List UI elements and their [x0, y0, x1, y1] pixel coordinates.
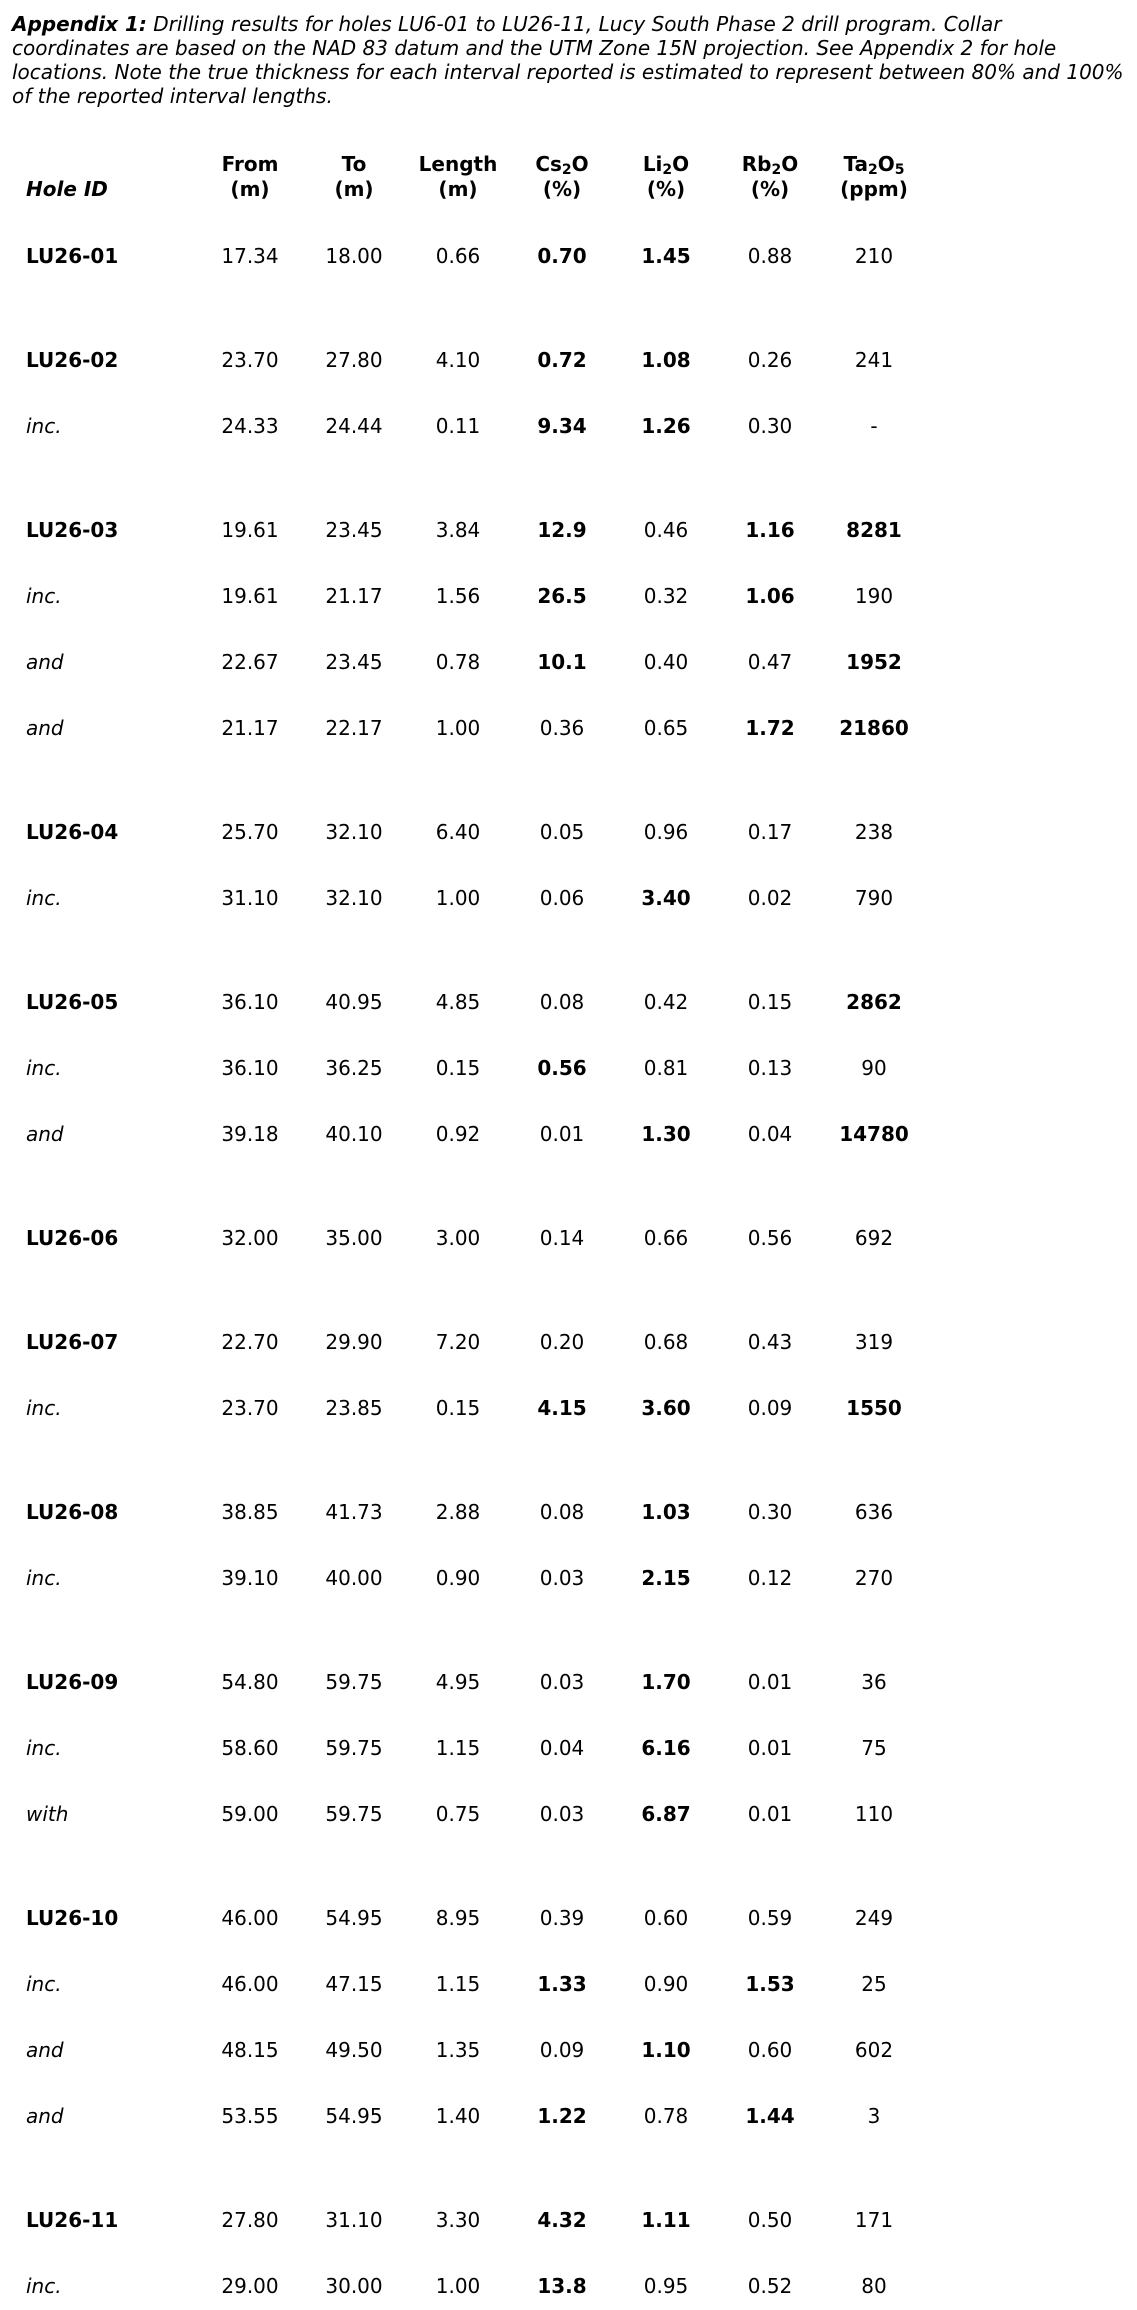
- table-cell-cs2o: 9.34: [537, 414, 587, 438]
- table-cell-from: 17.34: [221, 244, 279, 268]
- table-cell-li2o: 0.46: [643, 518, 689, 542]
- table-cell-li2o: 0.66: [643, 1226, 689, 1250]
- table-cell-to: 40.10: [325, 1122, 383, 1146]
- table-cell-rb2o: 0.01: [747, 1670, 793, 1694]
- table-cell-from: 36.10: [221, 990, 279, 1014]
- table-cell-rb2o: 0.17: [747, 820, 793, 844]
- table-cell-from: 46.00: [221, 1972, 279, 1996]
- interval-label: and: [26, 2104, 64, 2128]
- table-cell-from: 19.61: [221, 584, 279, 608]
- table-cell-to: 32.10: [325, 820, 383, 844]
- table-cell-li2o: 6.87: [641, 1802, 691, 1826]
- table-cell-cs2o: 26.5: [537, 584, 587, 608]
- table-cell-from: 39.18: [221, 1122, 279, 1146]
- table-cell-to: 54.95: [325, 2104, 383, 2128]
- table-cell-length: 1.00: [435, 2274, 481, 2298]
- table-cell-rb2o: 0.59: [747, 1906, 793, 1930]
- table-cell-to: 29.90: [325, 1330, 383, 1354]
- header-unit: (m): [334, 177, 374, 201]
- table-cell-ta2o5: 319: [854, 1330, 894, 1354]
- table-cell-from: 54.80: [221, 1670, 279, 1694]
- table-cell-from: 27.80: [221, 2208, 279, 2232]
- table-cell-ta2o5: 241: [854, 348, 894, 372]
- table-cell-rb2o: 0.43: [747, 1330, 793, 1354]
- table-cell-to: 30.00: [325, 2274, 383, 2298]
- table-cell-cs2o: 0.36: [539, 716, 585, 740]
- table-cell-cs2o: 1.33: [537, 1972, 587, 1996]
- table-cell-from: 22.67: [221, 650, 279, 674]
- table-cell-cs2o: 0.03: [539, 1566, 585, 1590]
- header-subscript: 2: [561, 162, 572, 178]
- table-cell-rb2o: 0.88: [747, 244, 793, 268]
- table-cell-ta2o5: 790: [854, 886, 894, 910]
- header-unit: (%): [646, 177, 686, 201]
- table-cell-cs2o: 0.08: [539, 990, 585, 1014]
- header-unit: (ppm): [840, 177, 908, 201]
- table-cell-cs2o: 0.03: [539, 1802, 585, 1826]
- table-cell-cs2o: 4.15: [537, 1396, 587, 1420]
- interval-label: and: [26, 1122, 64, 1146]
- table-cell-to: 40.95: [325, 990, 383, 1014]
- table-cell-from: 46.00: [221, 1906, 279, 1930]
- header-subscript: 5: [894, 162, 905, 178]
- hole-id-cell: LU26-09: [26, 1670, 119, 1694]
- table-cell-ta2o5: 602: [854, 2038, 894, 2062]
- table-cell-length: 0.75: [435, 1802, 481, 1826]
- table-cell-li2o: 0.78: [643, 2104, 689, 2128]
- header-label: $Ta_2O_5$: [843, 152, 905, 178]
- header-label: To: [341, 152, 367, 176]
- table-cell-length: 1.15: [435, 1736, 481, 1760]
- table-cell-rb2o: 0.47: [747, 650, 793, 674]
- interval-label: inc.: [26, 584, 62, 608]
- table-cell-rb2o: 0.60: [747, 2038, 793, 2062]
- table-cell-cs2o: 10.1: [537, 650, 587, 674]
- interval-label: and: [26, 716, 64, 740]
- table-cell-length: 1.15: [435, 1972, 481, 1996]
- table-cell-cs2o: 4.32: [537, 2208, 587, 2232]
- table-cell-length: 1.35: [435, 2038, 481, 2062]
- table-cell-length: 0.11: [435, 414, 481, 438]
- table-cell-li2o: 0.95: [643, 2274, 689, 2298]
- table-cell-cs2o: 0.09: [539, 2038, 585, 2062]
- table-cell-ta2o5: 8281: [846, 518, 902, 542]
- table-cell-length: 8.95: [435, 1906, 481, 1930]
- table-cell-to: 49.50: [325, 2038, 383, 2062]
- table-cell-from: 53.55: [221, 2104, 279, 2128]
- table-cell-to: 27.80: [325, 348, 383, 372]
- table-cell-from: 24.33: [221, 414, 279, 438]
- table-cell-length: 1.00: [435, 716, 481, 740]
- table-cell-ta2o5: 25: [861, 1972, 887, 1996]
- table-cell-rb2o: 1.53: [745, 1972, 795, 1996]
- table-cell-ta2o5: 636: [854, 1500, 894, 1524]
- table-cell-to: 32.10: [325, 886, 383, 910]
- header-label: Hole ID: [26, 177, 108, 201]
- table-cell-from: 58.60: [221, 1736, 279, 1760]
- table-cell-to: 59.75: [325, 1802, 383, 1826]
- table-cell-to: 59.75: [325, 1670, 383, 1694]
- table-cell-from: 36.10: [221, 1056, 279, 1080]
- table-cell-ta2o5: 80: [861, 2274, 887, 2298]
- table-cell-li2o: 0.32: [643, 584, 689, 608]
- table-cell-length: 1.40: [435, 2104, 481, 2128]
- interval-label: inc.: [26, 886, 62, 910]
- table-cell-length: 2.88: [435, 1500, 481, 1524]
- header-hole-id: [26, 177, 108, 202]
- table-cell-from: 39.10: [221, 1566, 279, 1590]
- header-label: $Rb_2O$: [741, 152, 799, 178]
- table-cell-from: 21.17: [221, 716, 279, 740]
- table-cell-to: 18.00: [325, 244, 383, 268]
- table-cell-ta2o5: -: [870, 414, 878, 438]
- table-cell-ta2o5: 2862: [846, 990, 902, 1014]
- table-cell-from: 19.61: [221, 518, 279, 542]
- table-cell-from: 22.70: [221, 1330, 279, 1354]
- table-cell-rb2o: 0.15: [747, 990, 793, 1014]
- table-cell-to: 23.45: [325, 650, 383, 674]
- table-cell-li2o: 0.60: [643, 1906, 689, 1930]
- table-cell-li2o: 1.08: [641, 348, 691, 372]
- header-label: $Li_2O$: [642, 152, 690, 178]
- table-cell-li2o: 0.68: [643, 1330, 689, 1354]
- table-cell-cs2o: 0.08: [539, 1500, 585, 1524]
- table-cell-to: 40.00: [325, 1566, 383, 1590]
- table-cell-to: 21.17: [325, 584, 383, 608]
- table-cell-ta2o5: 1550: [846, 1396, 902, 1420]
- table-cell-from: 31.10: [221, 886, 279, 910]
- table-cell-rb2o: 0.12: [747, 1566, 793, 1590]
- table-cell-cs2o: 0.14: [539, 1226, 585, 1250]
- header-length: [419, 152, 498, 202]
- table-cell-cs2o: 0.06: [539, 886, 585, 910]
- table-cell-ta2o5: 3: [867, 2104, 881, 2128]
- table-cell-length: 4.95: [435, 1670, 481, 1694]
- header-unit: (m): [438, 177, 478, 201]
- table-cell-li2o: 0.65: [643, 716, 689, 740]
- table-cell-to: 54.95: [325, 1906, 383, 1930]
- table-cell-li2o: 1.26: [641, 414, 691, 438]
- table-cell-li2o: 0.40: [643, 650, 689, 674]
- table-cell-rb2o: 1.16: [745, 518, 795, 542]
- hole-id-cell: LU26-02: [26, 348, 119, 372]
- table-cell-cs2o: 0.01: [539, 1122, 585, 1146]
- table-cell-cs2o: 0.05: [539, 820, 585, 844]
- table-cell-length: 0.15: [435, 1396, 481, 1420]
- table-cell-length: 0.15: [435, 1056, 481, 1080]
- table-cell-length: 4.10: [435, 348, 481, 372]
- table-cell-ta2o5: 270: [854, 1566, 894, 1590]
- header-label: $Cs_2O$: [535, 152, 589, 178]
- table-cell-length: 0.92: [435, 1122, 481, 1146]
- table-cell-rb2o: 0.13: [747, 1056, 793, 1080]
- table-cell-ta2o5: 110: [854, 1802, 894, 1826]
- header-unit: (%): [542, 177, 582, 201]
- table-cell-cs2o: 0.56: [537, 1056, 587, 1080]
- table-cell-cs2o: 0.04: [539, 1736, 585, 1760]
- hole-id-cell: LU26-03: [26, 518, 119, 542]
- table-cell-from: 32.00: [221, 1226, 279, 1250]
- table-cell-length: 3.30: [435, 2208, 481, 2232]
- table-cell-cs2o: 12.9: [537, 518, 587, 542]
- table-cell-rb2o: 0.02: [747, 886, 793, 910]
- table-cell-length: 1.56: [435, 584, 481, 608]
- table-cell-li2o: 1.45: [641, 244, 691, 268]
- table-cell-from: 48.15: [221, 2038, 279, 2062]
- table-cell-ta2o5: 238: [854, 820, 894, 844]
- table-cell-li2o: 6.16: [641, 1736, 691, 1760]
- table-cell-length: 0.90: [435, 1566, 481, 1590]
- table-cell-ta2o5: 190: [854, 584, 894, 608]
- table-cell-rb2o: 0.56: [747, 1226, 793, 1250]
- table-cell-li2o: 3.40: [641, 886, 691, 910]
- header-ta2o5: [840, 152, 908, 202]
- table-cell-length: 0.78: [435, 650, 481, 674]
- table-cell-cs2o: 1.22: [537, 2104, 587, 2128]
- hole-id-cell: LU26-04: [26, 820, 119, 844]
- table-cell-ta2o5: 21860: [839, 716, 909, 740]
- table-cell-li2o: 1.10: [641, 2038, 691, 2062]
- table-cell-to: 23.85: [325, 1396, 383, 1420]
- table-cell-cs2o: 13.8: [537, 2274, 587, 2298]
- table-cell-rb2o: 0.01: [747, 1802, 793, 1826]
- table-cell-li2o: 3.60: [641, 1396, 691, 1420]
- hole-id-cell: LU26-07: [26, 1330, 119, 1354]
- table-cell-length: 6.40: [435, 820, 481, 844]
- table-cell-rb2o: 0.52: [747, 2274, 793, 2298]
- table-cell-li2o: 1.03: [641, 1500, 691, 1524]
- table-cell-ta2o5: 210: [854, 244, 894, 268]
- table-cell-length: 0.66: [435, 244, 481, 268]
- table-cell-ta2o5: 14780: [839, 1122, 909, 1146]
- table-cell-rb2o: 0.30: [747, 1500, 793, 1524]
- interval-label: and: [26, 650, 64, 674]
- table-cell-ta2o5: 1952: [846, 650, 902, 674]
- interval-label: inc.: [26, 1056, 62, 1080]
- interval-label: inc.: [26, 2274, 62, 2298]
- hole-id-cell: LU26-08: [26, 1500, 119, 1524]
- table-cell-rb2o: 0.09: [747, 1396, 793, 1420]
- table-cell-to: 41.73: [325, 1500, 383, 1524]
- caption-text: Drilling results for holes LU6-01 to LU26-11, Lucy South Phase 2 drill program. Collar coordinates are based on the NAD 83 datum and the UTM Zone 15N projection. See Appendix 2 for hole locations. Note the true thickness for each interval reported is estimated to represent between 80% and 100% of the reported interval lengths.: [12, 12, 1124, 108]
- table-cell-li2o: 2.15: [641, 1566, 691, 1590]
- hole-id-cell: LU26-01: [26, 244, 119, 268]
- hole-id-cell: LU26-10: [26, 1906, 119, 1930]
- table-cell-cs2o: 0.72: [537, 348, 587, 372]
- table-cell-li2o: 1.30: [641, 1122, 691, 1146]
- table-cell-to: 35.00: [325, 1226, 383, 1250]
- table-cell-cs2o: 0.39: [539, 1906, 585, 1930]
- interval-label: with: [26, 1802, 69, 1826]
- table-cell-rb2o: 0.30: [747, 414, 793, 438]
- table-cell-length: 7.20: [435, 1330, 481, 1354]
- caption-label: Appendix 1:: [12, 12, 147, 36]
- table-cell-rb2o: 0.26: [747, 348, 793, 372]
- header-unit: (%): [750, 177, 790, 201]
- table-cell-rb2o: 0.01: [747, 1736, 793, 1760]
- table-cell-ta2o5: 36: [861, 1670, 887, 1694]
- header-li2o: [643, 152, 689, 202]
- table-cell-ta2o5: 249: [854, 1906, 894, 1930]
- table-cell-to: 24.44: [325, 414, 383, 438]
- table-cell-length: 3.84: [435, 518, 481, 542]
- table-cell-length: 4.85: [435, 990, 481, 1014]
- table-cell-ta2o5: 692: [854, 1226, 894, 1250]
- table-cell-cs2o: 0.03: [539, 1670, 585, 1694]
- table-cell-to: 22.17: [325, 716, 383, 740]
- interval-label: inc.: [26, 414, 62, 438]
- header-to: [334, 152, 373, 202]
- interval-label: inc.: [26, 1566, 62, 1590]
- table-cell-to: 31.10: [325, 2208, 383, 2232]
- table-cell-to: 23.45: [325, 518, 383, 542]
- table-cell-cs2o: 0.20: [539, 1330, 585, 1354]
- table-cell-rb2o: 1.44: [745, 2104, 795, 2128]
- header-unit: (m): [230, 177, 270, 201]
- table-cell-ta2o5: 75: [861, 1736, 887, 1760]
- table-cell-li2o: 1.70: [641, 1670, 691, 1694]
- hole-id-cell: LU26-05: [26, 990, 119, 1014]
- header-subscript: 2: [662, 162, 673, 178]
- table-cell-length: 1.00: [435, 886, 481, 910]
- header-subscript: 2: [771, 162, 782, 178]
- table-cell-to: 59.75: [325, 1736, 383, 1760]
- header-rb2o: [742, 152, 798, 202]
- header-cs2o: [535, 152, 588, 202]
- hole-id-cell: LU26-06: [26, 1226, 119, 1250]
- table-cell-li2o: 1.11: [641, 2208, 691, 2232]
- table-cell-cs2o: 0.70: [537, 244, 587, 268]
- interval-label: inc.: [26, 1736, 62, 1760]
- table-cell-li2o: 0.42: [643, 990, 689, 1014]
- table-cell-rb2o: 1.06: [745, 584, 795, 608]
- table-cell-ta2o5: 171: [854, 2208, 894, 2232]
- table-cell-rb2o: 0.50: [747, 2208, 793, 2232]
- table-cell-from: 38.85: [221, 1500, 279, 1524]
- table-cell-li2o: 0.96: [643, 820, 689, 844]
- interval-label: inc.: [26, 1972, 62, 1996]
- table-cell-from: 23.70: [221, 348, 279, 372]
- table-cell-rb2o: 0.04: [747, 1122, 793, 1146]
- table-cell-li2o: 0.81: [643, 1056, 689, 1080]
- header-subscript: 2: [868, 162, 878, 178]
- table-cell-to: 36.25: [325, 1056, 383, 1080]
- table-cell-rb2o: 1.72: [745, 716, 795, 740]
- header-label: Length: [418, 152, 498, 176]
- table-cell-from: 29.00: [221, 2274, 279, 2298]
- hole-id-cell: LU26-11: [26, 2208, 119, 2232]
- table-cell-from: 23.70: [221, 1396, 279, 1420]
- header-from: [222, 152, 279, 202]
- table-cell-li2o: 0.90: [643, 1972, 689, 1996]
- table-cell-to: 47.15: [325, 1972, 383, 1996]
- table-cell-ta2o5: 90: [861, 1056, 887, 1080]
- table-cell-length: 3.00: [435, 1226, 481, 1250]
- header-label: From: [221, 152, 279, 176]
- table-cell-from: 25.70: [221, 820, 279, 844]
- table-caption: [12, 12, 1124, 108]
- table-cell-from: 59.00: [221, 1802, 279, 1826]
- interval-label: inc.: [26, 1396, 62, 1420]
- interval-label: and: [26, 2038, 64, 2062]
